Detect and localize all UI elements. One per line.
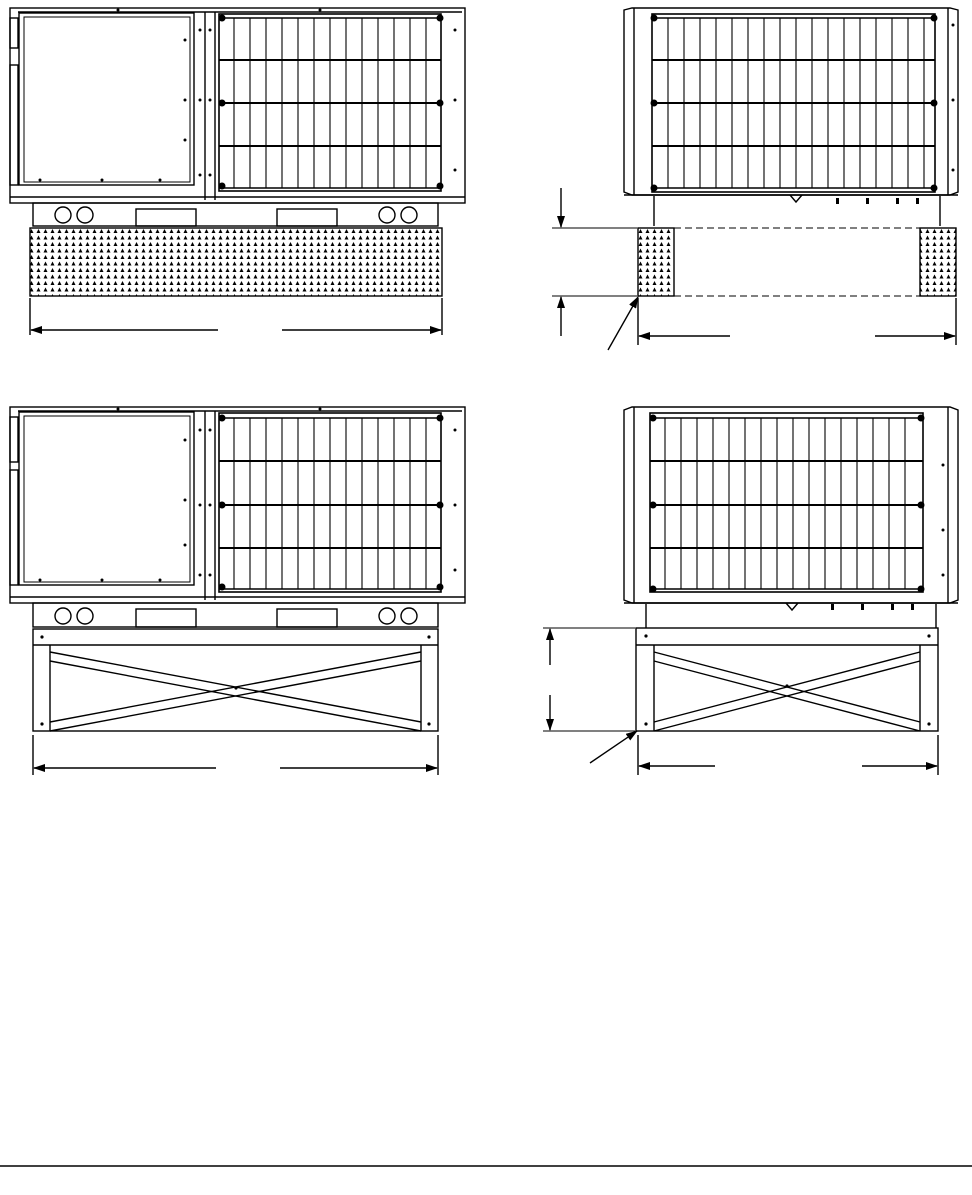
base-rail-side <box>33 203 438 226</box>
condenser-coil-grille-side <box>219 18 441 188</box>
condenser-coil-grille-side-2 <box>219 418 441 589</box>
roof-curb-end <box>638 228 956 296</box>
base-rail-side-2 <box>33 603 438 627</box>
fastener-dots-end-2 <box>650 415 945 611</box>
frame-stand-side <box>33 629 438 731</box>
width-dimension-curb-end <box>638 298 956 345</box>
frame-stand-end <box>636 628 938 731</box>
fastener-dots-end <box>651 15 955 205</box>
roof-curb-side <box>30 228 442 296</box>
width-dimension-frame-side <box>33 735 438 775</box>
unit-cabinet-end-2 <box>624 407 958 628</box>
width-dimension-curb-side <box>30 298 442 335</box>
unit-cabinet-side <box>10 8 465 203</box>
height-dimension-frame-end <box>543 628 635 731</box>
condenser-coil-grille-end <box>652 18 935 188</box>
leader-arrow-frame <box>590 731 637 763</box>
height-dimension-curb-end <box>552 188 637 336</box>
side-view-on-curb <box>10 8 465 335</box>
end-view-on-curb <box>552 8 958 350</box>
side-view-on-frame <box>10 407 465 775</box>
condenser-coil-grille-end-2 <box>650 418 923 589</box>
end-view-on-frame <box>543 407 958 775</box>
leader-arrow-curb <box>608 297 638 350</box>
width-dimension-frame-end <box>638 735 938 775</box>
